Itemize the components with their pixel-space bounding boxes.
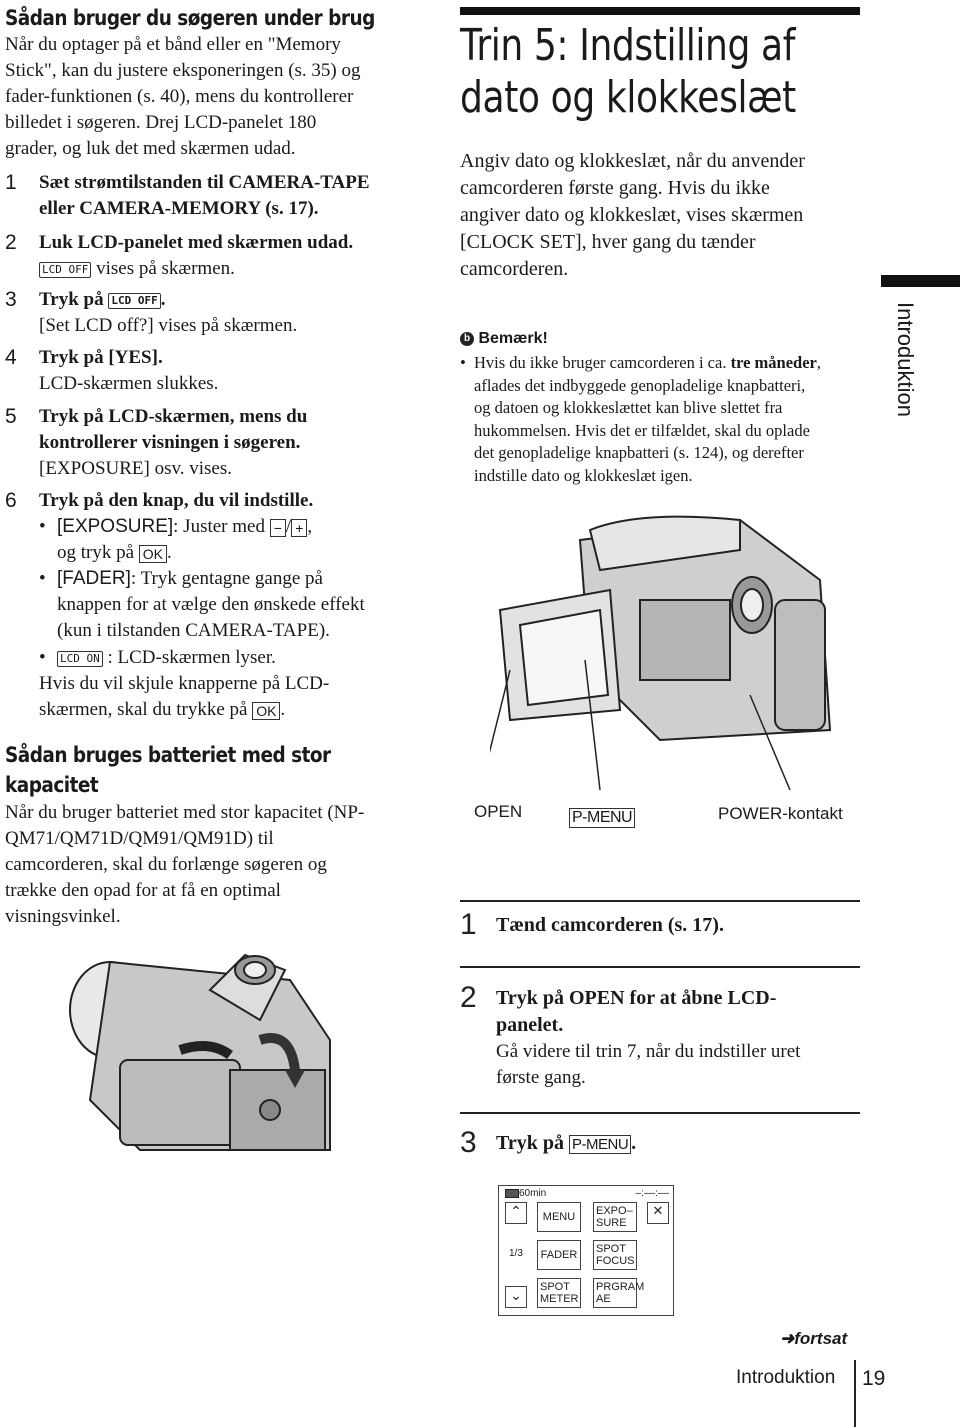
title-line: Trin 5: Indstilling af	[460, 20, 795, 71]
plus-icon: +	[291, 519, 307, 537]
footer-section-label: Introduktion	[736, 1367, 836, 1388]
arrow-right-icon: ➜	[780, 1329, 795, 1348]
step-text: Tryk på	[39, 289, 104, 310]
step-1	[5, 170, 425, 222]
section-heading-viewfinder: Sådan bruger du søgeren under brug	[5, 6, 375, 30]
bullet-text: : LCD-skærmen lyser.	[107, 647, 276, 668]
note-text: Hvis du ikke bruger camcorderen i ca.	[474, 353, 731, 372]
spot-meter-button[interactable]: SPOT METER	[537, 1278, 581, 1308]
step-divider	[460, 966, 860, 968]
step-divider	[460, 1112, 860, 1114]
side-tab-marker	[881, 275, 960, 287]
right-step-2	[460, 981, 860, 1091]
step-text: kontrollerer visningen i søgeren.	[39, 432, 301, 453]
close-button[interactable]: ✕	[647, 1202, 669, 1224]
note-text: ,	[816, 353, 821, 372]
intro-line: angiver dato og klokkeslæt, vises skærmen	[460, 204, 804, 226]
step-text: eller CAMERA-MEMORY (s. 17).	[39, 198, 319, 219]
lcd-off-icon: LCD OFF	[108, 293, 160, 309]
note-text: hukommelsen. Hvis det er tilfældet, skal du oplade	[474, 420, 810, 440]
step-subtext: [EXPOSURE] osv. vises.	[39, 458, 232, 479]
step-text: Sæt strømtilstanden til CAMERA-TAPE	[39, 172, 370, 193]
step-divider	[460, 900, 860, 902]
footer-divider	[854, 1360, 856, 1427]
program-ae-button[interactable]: PRGRAM AE	[593, 1278, 637, 1308]
step-number: 2	[5, 231, 17, 254]
lcd-off-icon: LCD OFF	[39, 262, 91, 278]
right-step-3	[460, 1126, 860, 1159]
intro-line: [CLOCK SET], hver gang du tænder	[460, 231, 756, 253]
lcd-on-icon: LCD ON	[57, 651, 103, 667]
step-subtext: [Set LCD off?] vises på skærmen.	[39, 315, 298, 336]
spot-focus-button[interactable]: SPOT FOCUS	[593, 1240, 637, 1270]
bullet-lcd-on: • LCD ON : LCD-skærmen lyser.	[39, 647, 276, 668]
side-tab-label: Introduktion	[893, 302, 918, 417]
step-text: Tryk på LCD-skærmen, mens du	[39, 406, 308, 427]
clock-readout: –:––:––	[635, 1188, 669, 1199]
intro-line: Når du optager på et bånd eller en "Memory	[5, 34, 341, 55]
note-text: skærmen, skal du trykke på	[39, 699, 248, 720]
step-number: 6	[5, 489, 17, 512]
step-3	[5, 287, 425, 339]
section-heading-battery	[5, 740, 375, 800]
fader-button[interactable]: FADER	[537, 1240, 581, 1270]
step-2	[5, 230, 425, 282]
step-text-end: .	[160, 289, 166, 310]
step-number: 1	[5, 171, 17, 194]
bullet-text: : Juster med	[173, 516, 265, 537]
step-number: 3	[5, 288, 17, 311]
body-line: visningsvinkel.	[5, 906, 121, 927]
note-text: indstille dato og klokkeslæt igen.	[474, 465, 693, 485]
intro-paragraph	[5, 32, 425, 162]
camcorder-viewfinder-illustration	[60, 950, 360, 1180]
minus-icon: −	[270, 519, 286, 537]
exposure-button[interactable]: EXPO– SURE	[593, 1202, 637, 1232]
bullet-text: og tryk på	[57, 542, 135, 563]
camcorder-open-lcd-illustration	[490, 510, 850, 790]
intro-line: Stick", kan du justere eksponeringen (s. 35) og	[5, 60, 361, 81]
intro-line: camcorderen første gang. Hvis du ikke	[460, 177, 770, 199]
period-text: .	[280, 699, 286, 720]
title-line: dato og klokkeslæt	[460, 72, 796, 123]
scroll-down-button[interactable]: ⌄	[505, 1286, 527, 1308]
note-icon: b	[460, 332, 474, 346]
intro-line: billedet i søgeren. Drej LCD-panelet 180	[5, 112, 317, 133]
intro-line: grader, og luk det med skærmen udad.	[5, 138, 296, 159]
note-text: og datoen og klokkeslættet kan blive slettet fra	[474, 398, 783, 417]
title-bar	[460, 7, 860, 15]
battery-paragraph	[5, 800, 425, 930]
p-menu-icon: P-MENU	[569, 1135, 631, 1154]
step-text: Tænd camcorderen (s. 17).	[496, 914, 724, 936]
exposure-label: [EXPOSURE]	[57, 516, 174, 537]
note-text: det genopladelige knapbatteri (s. 124), og derefter	[474, 443, 804, 462]
comma-text: ,	[307, 516, 313, 537]
note-text: aflades det indbyggede genopladelige knapbatteri,	[474, 375, 806, 395]
heading-line: Sådan bruges batteriet med stor	[5, 743, 331, 767]
lcd-screen	[498, 1185, 674, 1316]
body-line: camcorderen, skal du forlænge søgeren og	[5, 854, 327, 875]
step-number: 1	[460, 908, 477, 941]
bullet-exposure: • [EXPOSURE]: Juster med − / + , og tryk på OK .	[39, 516, 313, 563]
fader-label: [FADER]	[57, 568, 131, 589]
bullet-text: (kun i tilstanden CAMERA-TAPE).	[57, 620, 330, 641]
power-switch-label: POWER-kontakt	[718, 804, 843, 823]
step-subtext: Gå videre til trin 7, når du indstiller uret	[496, 1041, 801, 1062]
page-number: 19	[862, 1367, 886, 1390]
p-menu-label: P-MENU	[569, 808, 635, 828]
step-subtext: første gang.	[496, 1067, 586, 1088]
step-text: panelet.	[496, 1014, 564, 1036]
ok-icon: OK	[252, 702, 280, 720]
bullet-text: knappen for at vælge den ønskede effekt	[57, 594, 365, 615]
intro-paragraph-right	[460, 148, 860, 283]
body-line: Når du bruger batteriet med stor kapacitet (NP-	[5, 802, 365, 823]
step-subtext: vises på skærmen.	[96, 258, 235, 279]
bullet-fader: • [FADER]: Tryk gentagne gange på knappen for at vælge den ønskede effekt (kun i tilstanden CAMERA-TAPE).	[5, 566, 435, 644]
slash-text: /	[285, 516, 292, 537]
step-text: Tryk på	[496, 1132, 564, 1154]
menu-button[interactable]: MENU	[537, 1202, 581, 1232]
step-number: 5	[5, 405, 17, 428]
page-title	[460, 20, 870, 124]
step-6	[5, 488, 425, 514]
page-indicator: 1/3	[509, 1248, 523, 1259]
step-subtext: LCD-skærmen slukkes.	[39, 373, 219, 394]
period-text: .	[167, 542, 172, 563]
note-emphasis: tre måneder	[730, 353, 817, 372]
note-text: Hvis du vil skjule knapperne på LCD-	[39, 673, 330, 694]
step-text: Tryk på [YES].	[39, 347, 163, 368]
right-step-1	[460, 908, 860, 941]
step-number: 3	[460, 1126, 477, 1159]
note-box: b Bemærk! • Hvis du ikke bruger camcorderen i ca. tre måneder, aflades det indbyggede genopladelige knapbatteri, og datoen og klokkeslættet kan blive slettet fra hukommelsen. Hvis det er tilfældet, skal du oplade det genopladelige knapbatteri (s. 124), og derefter indstille dato og klokkeslæt igen.	[460, 330, 860, 487]
heading-line: kapacitet	[5, 773, 99, 797]
step-number: 4	[5, 346, 17, 369]
step-text-end: .	[631, 1132, 637, 1154]
battery-icon	[505, 1189, 519, 1198]
step-text: Tryk på OPEN for at åbne LCD-	[496, 987, 777, 1009]
intro-line: camcorderen.	[460, 258, 569, 280]
bullet-text: : Tryk gentagne gange på	[130, 568, 323, 589]
ok-icon: OK	[139, 545, 167, 563]
note-heading: Bemærk!	[478, 330, 548, 347]
step-text: Tryk på den knap, du vil indstille.	[39, 490, 314, 511]
intro-line: Angiv dato og klokkeslæt, når du anvender	[460, 150, 805, 172]
continued-note: ➜fortsat	[780, 1329, 848, 1348]
body-line: QM71/QM71D/QM91/QM91D) til	[5, 828, 274, 849]
body-line: trække den opad for at få en optimal	[5, 880, 281, 901]
step-text: Luk LCD-panelet med skærmen udad.	[39, 232, 354, 253]
step-number: 2	[460, 981, 477, 1014]
hide-buttons-note	[5, 671, 435, 723]
intro-line: fader-funktionen (s. 40), mens du kontrollerer	[5, 86, 354, 107]
step-5	[5, 404, 425, 482]
scroll-up-button[interactable]: ⌃	[505, 1202, 527, 1224]
step-4	[5, 345, 425, 397]
open-label: OPEN	[474, 802, 523, 821]
battery-indicator: 60min	[505, 1188, 546, 1199]
